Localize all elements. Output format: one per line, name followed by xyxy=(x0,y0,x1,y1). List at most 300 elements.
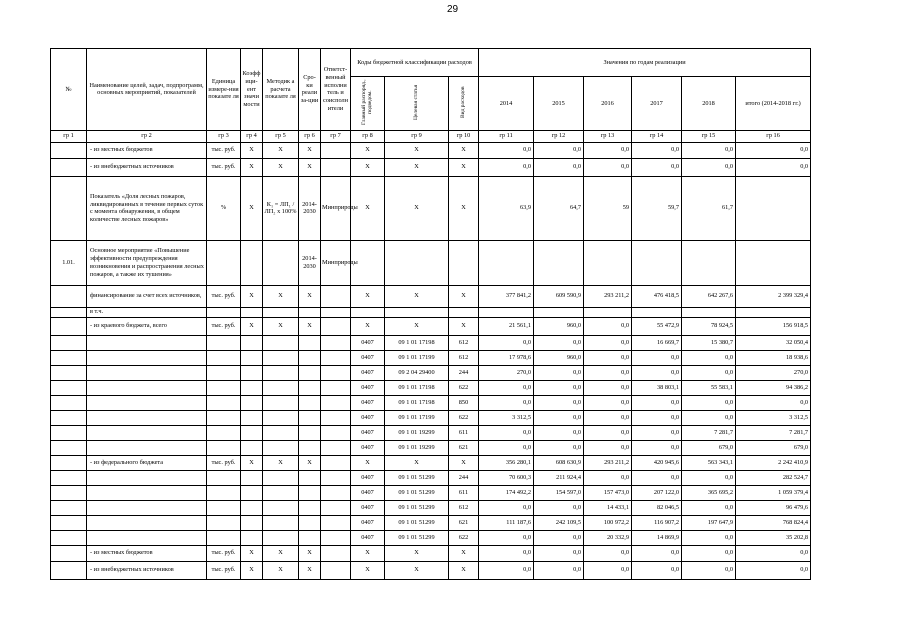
cell-c8: X xyxy=(351,545,385,561)
cell-c10: X xyxy=(449,176,479,240)
cell-value: 0,0 xyxy=(534,561,584,579)
cell-resp xyxy=(321,561,351,579)
col-label: гр 5 xyxy=(263,130,299,142)
cell-value xyxy=(632,307,682,317)
cell-value: 0,0 xyxy=(534,530,584,545)
cell-value: 960,0 xyxy=(534,350,584,365)
cell-name: финансирование за счет всех источников, xyxy=(87,285,207,307)
cell-value: 55 583,1 xyxy=(682,380,736,395)
cell-name: Основное мероприятие «Повышение эффективности предупреждения возникновения и распространения лесных пожаров, а также их тушения» xyxy=(87,240,207,285)
cell-unit xyxy=(207,240,241,285)
cell-value: 768 824,4 xyxy=(736,515,811,530)
cell-unit xyxy=(207,335,241,350)
cell-value: 0,0 xyxy=(584,425,632,440)
cell-c6 xyxy=(299,335,321,350)
cell-c8: 0407 xyxy=(351,470,385,485)
table-row xyxy=(51,307,811,317)
cell-c6 xyxy=(299,365,321,380)
cell-value: 563 343,1 xyxy=(682,455,736,470)
header-year-2015: 2015 xyxy=(534,77,584,131)
cell-c8: 0407 xyxy=(351,365,385,380)
cell-name xyxy=(87,380,207,395)
cell-value: 356 280,1 xyxy=(479,455,534,470)
cell-name: - из внебюджетных источников xyxy=(87,158,207,176)
cell-c6 xyxy=(299,440,321,455)
cell-value: 0,0 xyxy=(479,158,534,176)
table-row xyxy=(51,350,811,365)
cell-value: 14 433,1 xyxy=(584,500,632,515)
cell-num xyxy=(51,142,87,158)
cell-unit xyxy=(207,307,241,317)
cell-value: 0,0 xyxy=(736,158,811,176)
cell-num xyxy=(51,470,87,485)
cell-c5 xyxy=(263,307,299,317)
cell-unit xyxy=(207,530,241,545)
cell-value: 82 046,5 xyxy=(632,500,682,515)
column-numbers-row xyxy=(51,130,811,142)
cell-name xyxy=(87,365,207,380)
cell-value: 0,0 xyxy=(534,410,584,425)
cell-value: 64,7 xyxy=(534,176,584,240)
cell-c4: X xyxy=(241,317,263,335)
cell-resp xyxy=(321,545,351,561)
table-row xyxy=(51,240,811,285)
cell-value: 38 803,1 xyxy=(632,380,682,395)
cell-resp xyxy=(321,317,351,335)
cell-value: 0,0 xyxy=(682,365,736,380)
cell-resp xyxy=(321,365,351,380)
header-year-2017: 2017 xyxy=(632,77,682,131)
col-label: гр 13 xyxy=(584,130,632,142)
cell-value: 0,0 xyxy=(584,470,632,485)
cell-c5: X xyxy=(263,317,299,335)
cell-name xyxy=(87,530,207,545)
cell-unit xyxy=(207,470,241,485)
cell-value: 0,0 xyxy=(479,530,534,545)
cell-value: 18 938,6 xyxy=(736,350,811,365)
cell-resp xyxy=(321,410,351,425)
cell-c5 xyxy=(263,530,299,545)
cell-value: 0,0 xyxy=(736,142,811,158)
cell-value: 0,0 xyxy=(584,365,632,380)
cell-name xyxy=(87,350,207,365)
cell-c8: X xyxy=(351,285,385,307)
header-year-2016: 2016 xyxy=(584,77,632,131)
cell-value: 0,0 xyxy=(584,561,632,579)
cell-value: 0,0 xyxy=(632,365,682,380)
cell-c4 xyxy=(241,500,263,515)
cell-c8: 0407 xyxy=(351,410,385,425)
cell-value: 0,0 xyxy=(632,425,682,440)
cell-c6 xyxy=(299,350,321,365)
cell-value: 0,0 xyxy=(736,545,811,561)
cell-num xyxy=(51,335,87,350)
cell-name xyxy=(87,335,207,350)
cell-unit: тыс. руб. xyxy=(207,455,241,470)
cell-value: 0,0 xyxy=(534,365,584,380)
cell-c4 xyxy=(241,470,263,485)
cell-c10: 622 xyxy=(449,530,479,545)
cell-num xyxy=(51,561,87,579)
cell-value: 78 924,5 xyxy=(682,317,736,335)
header-budget-codes: Коды бюджетной классификации расходов xyxy=(351,49,479,77)
cell-value: 16 669,7 xyxy=(632,335,682,350)
cell-c9: X xyxy=(385,317,449,335)
cell-value: 0,0 xyxy=(479,395,534,410)
cell-value: 0,0 xyxy=(534,335,584,350)
cell-value: 293 211,2 xyxy=(584,285,632,307)
cell-c5 xyxy=(263,410,299,425)
cell-c10: X xyxy=(449,158,479,176)
cell-method: К₁ = ЛП₁ / ЛП₂ x 100% xyxy=(263,176,299,240)
col-label: гр 3 xyxy=(207,130,241,142)
cell-value: 0,0 xyxy=(479,142,534,158)
cell-value: 59 xyxy=(584,176,632,240)
header-unit: Единица измере-ния показате ля xyxy=(207,49,241,131)
cell-name: - из местных бюджетов xyxy=(87,142,207,158)
cell-c8: 0407 xyxy=(351,350,385,365)
cell-c10: 244 xyxy=(449,365,479,380)
header-code-target: Целевая статья xyxy=(385,77,449,131)
cell-value: 0,0 xyxy=(736,395,811,410)
cell-num xyxy=(51,410,87,425)
cell-unit: тыс. руб. xyxy=(207,158,241,176)
cell-value xyxy=(534,240,584,285)
cell-c9: X xyxy=(385,545,449,561)
cell-value: 0,0 xyxy=(682,395,736,410)
cell-c10: 621 xyxy=(449,515,479,530)
cell-resp xyxy=(321,307,351,317)
cell-name xyxy=(87,515,207,530)
cell-num xyxy=(51,350,87,365)
cell-value: 0,0 xyxy=(682,158,736,176)
col-label: гр 4 xyxy=(241,130,263,142)
cell-c10: 612 xyxy=(449,350,479,365)
cell-value: 174 492,2 xyxy=(479,485,534,500)
cell-terms: 2014-2030 xyxy=(299,176,321,240)
table-row xyxy=(51,500,811,515)
cell-name xyxy=(87,440,207,455)
cell-resp: Минприроды xyxy=(321,240,351,285)
header-year-2014: 2014 xyxy=(479,77,534,131)
cell-value: 111 187,6 xyxy=(479,515,534,530)
cell-num xyxy=(51,307,87,317)
header-values: Значения по годам реализации xyxy=(479,49,811,77)
cell-name xyxy=(87,425,207,440)
cell-value: 0,0 xyxy=(584,545,632,561)
budget-table xyxy=(50,48,811,580)
table-row xyxy=(51,285,811,307)
cell-c6 xyxy=(299,307,321,317)
cell-resp xyxy=(321,285,351,307)
cell-c6 xyxy=(299,500,321,515)
cell-value: 0,0 xyxy=(584,410,632,425)
cell-c4 xyxy=(241,530,263,545)
cell-c10: 621 xyxy=(449,440,479,455)
cell-c8: 0407 xyxy=(351,530,385,545)
cell-resp xyxy=(321,350,351,365)
cell-value: 0,0 xyxy=(584,317,632,335)
cell-value: 0,0 xyxy=(682,410,736,425)
cell-value: 0,0 xyxy=(584,142,632,158)
cell-value: 0,0 xyxy=(632,470,682,485)
cell-value: 270,0 xyxy=(479,365,534,380)
cell-c9: 09 1 01 19299 xyxy=(385,440,449,455)
cell-c5 xyxy=(263,485,299,500)
cell-c10: X xyxy=(449,545,479,561)
cell-c4 xyxy=(241,350,263,365)
cell-value: 197 647,9 xyxy=(682,515,736,530)
cell-resp xyxy=(321,440,351,455)
cell-c9: X xyxy=(385,176,449,240)
cell-c5: X xyxy=(263,455,299,470)
cell-value xyxy=(682,307,736,317)
cell-c5 xyxy=(263,470,299,485)
cell-value: 0,0 xyxy=(584,335,632,350)
cell-c8: 0407 xyxy=(351,440,385,455)
cell-value: 0,0 xyxy=(736,561,811,579)
cell-c5: X xyxy=(263,158,299,176)
cell-unit xyxy=(207,365,241,380)
cell-value: 96 479,6 xyxy=(736,500,811,515)
cell-value: 242 109,5 xyxy=(534,515,584,530)
header-row-1 xyxy=(51,49,811,77)
cell-c4: X xyxy=(241,455,263,470)
cell-c4: X xyxy=(241,285,263,307)
cell-value xyxy=(632,240,682,285)
cell-value: 20 332,9 xyxy=(584,530,632,545)
table-row xyxy=(51,561,811,579)
cell-unit xyxy=(207,485,241,500)
cell-c5 xyxy=(263,515,299,530)
col-label: гр 10 xyxy=(449,130,479,142)
table-row xyxy=(51,425,811,440)
cell-c9 xyxy=(385,307,449,317)
header-coef: Коэфф ици-ент значи мости xyxy=(241,49,263,131)
cell-value: 207 122,0 xyxy=(632,485,682,500)
cell-value: 0,0 xyxy=(632,158,682,176)
cell-c9: 09 1 01 19299 xyxy=(385,425,449,440)
header-resp: Ответст-венный исполни тель и соисполн ители xyxy=(321,49,351,131)
cell-c9: X xyxy=(385,142,449,158)
cell-value: 156 918,5 xyxy=(736,317,811,335)
cell-c4 xyxy=(241,410,263,425)
cell-c6 xyxy=(299,470,321,485)
cell-c4 xyxy=(241,380,263,395)
cell-value: 100 972,2 xyxy=(584,515,632,530)
cell-value: 609 590,9 xyxy=(534,285,584,307)
cell-value: 0,0 xyxy=(479,545,534,561)
cell-resp xyxy=(321,530,351,545)
cell-value: 679,0 xyxy=(736,440,811,455)
cell-c4 xyxy=(241,240,263,285)
cell-resp xyxy=(321,515,351,530)
cell-value: 0,0 xyxy=(682,500,736,515)
col-label: гр 16 xyxy=(736,130,811,142)
cell-value xyxy=(534,307,584,317)
cell-c10: 612 xyxy=(449,500,479,515)
cell-c8: 0407 xyxy=(351,380,385,395)
col-label: гр 1 xyxy=(51,130,87,142)
cell-c9: 09 1 01 51299 xyxy=(385,470,449,485)
cell-resp: Минприроды xyxy=(321,176,351,240)
cell-c10 xyxy=(449,307,479,317)
cell-c4 xyxy=(241,440,263,455)
cell-value: 0,0 xyxy=(479,425,534,440)
cell-c4 xyxy=(241,425,263,440)
cell-unit: тыс. руб. xyxy=(207,561,241,579)
cell-name: - из краевого бюджета, всего xyxy=(87,317,207,335)
cell-c10: 622 xyxy=(449,410,479,425)
cell-c10: X xyxy=(449,142,479,158)
cell-value: 642 267,6 xyxy=(682,285,736,307)
cell-value: 0,0 xyxy=(584,440,632,455)
cell-value: 0,0 xyxy=(682,142,736,158)
cell-value: 3 312,5 xyxy=(479,410,534,425)
cell-unit: тыс. руб. xyxy=(207,142,241,158)
cell-num: 1.01. xyxy=(51,240,87,285)
cell-c5: X xyxy=(263,561,299,579)
cell-c8: 0407 xyxy=(351,395,385,410)
cell-num xyxy=(51,380,87,395)
cell-c6 xyxy=(299,410,321,425)
cell-value: 0,0 xyxy=(584,350,632,365)
cell-value xyxy=(736,176,811,240)
cell-c4 xyxy=(241,485,263,500)
cell-c8: X xyxy=(351,176,385,240)
cell-c10: X xyxy=(449,455,479,470)
cell-unit xyxy=(207,380,241,395)
cell-c9: 09 1 01 17199 xyxy=(385,350,449,365)
cell-resp xyxy=(321,158,351,176)
cell-value: 0,0 xyxy=(632,545,682,561)
cell-c6: X xyxy=(299,561,321,579)
cell-c5: X xyxy=(263,545,299,561)
cell-resp xyxy=(321,470,351,485)
table-row xyxy=(51,365,811,380)
cell-value: 0,0 xyxy=(632,440,682,455)
cell-c4: X xyxy=(241,545,263,561)
table-row xyxy=(51,485,811,500)
cell-num xyxy=(51,455,87,470)
cell-value: 282 524,7 xyxy=(736,470,811,485)
cell-unit: тыс. руб. xyxy=(207,317,241,335)
cell-value: 476 418,5 xyxy=(632,285,682,307)
cell-value: 157 473,0 xyxy=(584,485,632,500)
cell-c5 xyxy=(263,350,299,365)
cell-name xyxy=(87,470,207,485)
cell-num xyxy=(51,158,87,176)
cell-c10: X xyxy=(449,317,479,335)
table-row xyxy=(51,515,811,530)
cell-name: - из местных бюджетов xyxy=(87,545,207,561)
cell-num xyxy=(51,500,87,515)
cell-value: 0,0 xyxy=(584,380,632,395)
cell-value: 0,0 xyxy=(479,500,534,515)
cell-value xyxy=(479,240,534,285)
cell-value: 70 600,3 xyxy=(479,470,534,485)
cell-num xyxy=(51,515,87,530)
cell-value: 7 281,7 xyxy=(736,425,811,440)
cell-value: 960,0 xyxy=(534,317,584,335)
cell-unit xyxy=(207,410,241,425)
cell-c8: 0407 xyxy=(351,500,385,515)
cell-value: 211 924,4 xyxy=(534,470,584,485)
cell-c6: X xyxy=(299,317,321,335)
cell-c4: X xyxy=(241,176,263,240)
cell-value: 0,0 xyxy=(682,350,736,365)
cell-name: - из федерального бюджета xyxy=(87,455,207,470)
cell-unit: % xyxy=(207,176,241,240)
cell-value: 0,0 xyxy=(632,142,682,158)
cell-c9: 09 1 01 51299 xyxy=(385,500,449,515)
cell-value: 0,0 xyxy=(534,395,584,410)
cell-name xyxy=(87,395,207,410)
col-label: гр 6 xyxy=(299,130,321,142)
cell-c5 xyxy=(263,380,299,395)
cell-unit xyxy=(207,350,241,365)
cell-resp xyxy=(321,142,351,158)
cell-num xyxy=(51,317,87,335)
cell-c5 xyxy=(263,365,299,380)
cell-value: 2 399 329,4 xyxy=(736,285,811,307)
cell-value: 0,0 xyxy=(479,561,534,579)
cell-c4 xyxy=(241,515,263,530)
cell-resp xyxy=(321,380,351,395)
cell-value: 3 312,5 xyxy=(736,410,811,425)
cell-value: 63,9 xyxy=(479,176,534,240)
cell-num xyxy=(51,395,87,410)
cell-value xyxy=(736,240,811,285)
cell-c6 xyxy=(299,425,321,440)
cell-num xyxy=(51,530,87,545)
cell-c9: X xyxy=(385,285,449,307)
cell-c10: 622 xyxy=(449,380,479,395)
cell-c9: X xyxy=(385,561,449,579)
cell-num xyxy=(51,176,87,240)
table-row xyxy=(51,410,811,425)
table-row xyxy=(51,545,811,561)
cell-c6 xyxy=(299,515,321,530)
cell-c10: 850 xyxy=(449,395,479,410)
cell-value: 0,0 xyxy=(682,545,736,561)
cell-value: 59,7 xyxy=(632,176,682,240)
cell-c5 xyxy=(263,440,299,455)
cell-c10 xyxy=(449,240,479,285)
cell-name: в т.ч. xyxy=(87,307,207,317)
header-code-type: Вид расходов xyxy=(449,77,479,131)
cell-c6: X xyxy=(299,142,321,158)
cell-value: 0,0 xyxy=(632,561,682,579)
cell-value: 377 841,2 xyxy=(479,285,534,307)
cell-unit xyxy=(207,515,241,530)
cell-c4: X xyxy=(241,561,263,579)
cell-value: 0,0 xyxy=(534,158,584,176)
cell-c4 xyxy=(241,307,263,317)
cell-c4 xyxy=(241,365,263,380)
cell-c9: 09 1 01 17198 xyxy=(385,380,449,395)
cell-terms: 2014-2030 xyxy=(299,240,321,285)
cell-value: 55 472,9 xyxy=(632,317,682,335)
header-method: Методик а расчета показате ля xyxy=(263,49,299,131)
cell-value: 7 281,7 xyxy=(682,425,736,440)
cell-value: 0,0 xyxy=(534,380,584,395)
cell-c9: 09 1 01 51299 xyxy=(385,485,449,500)
cell-resp xyxy=(321,395,351,410)
cell-c8 xyxy=(351,307,385,317)
cell-c6 xyxy=(299,380,321,395)
cell-c5: X xyxy=(263,142,299,158)
